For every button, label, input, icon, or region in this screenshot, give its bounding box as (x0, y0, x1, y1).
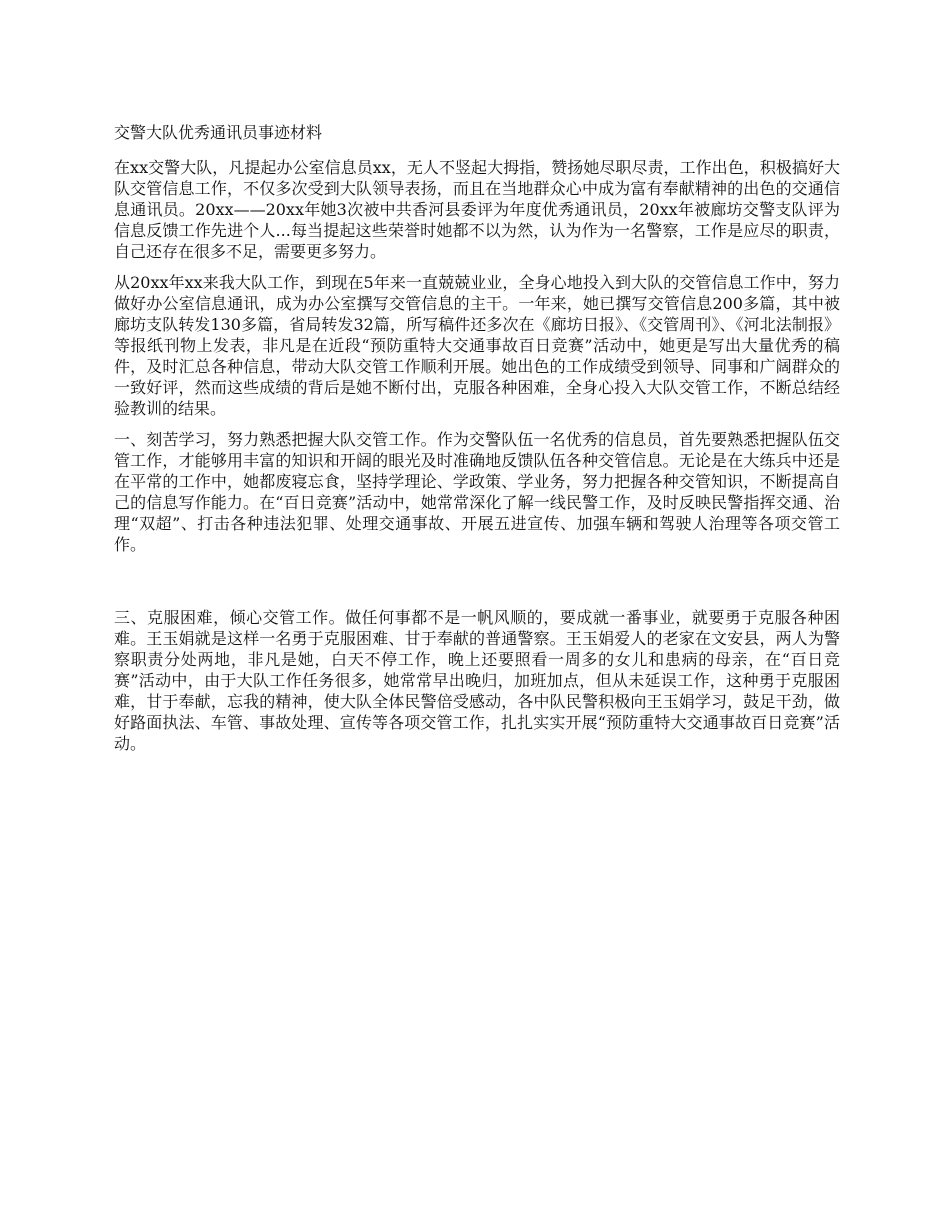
blank-spacer (114, 565, 840, 607)
document-page (114, 122, 840, 764)
paragraph-work-history: 从20xx年xx来我大队工作，到现在5年来一直兢兢业业，全身心地投入到大队的交管信息工作中，努力做好办公室信息通讯，成为办公室撰写交管信息的主干。一年来，她已撰写交管信息200多篇，其中被廊坊支队转发130多篇，省局转发32篇，所写稿件还多次在《廊坊日报》、《交管周刊》、《河北法制报》等报纸刊物上发表，非凡是在近段“预防重特大交通事故百日竞赛”活动中，她更是写出大量优秀的稿件，及时汇总各种信息，带动大队交管工作顺利开展。她出色的工作成绩受到领导、同事和广阔群众的一致好评，然而这些成绩的背后是她不断付出，克服各种困难，全身心投入大队交管工作，不断总结经验教训的结果。 (114, 273, 840, 418)
paragraph-intro: 在xx交警大队，凡提起办公室信息员xx，无人不竖起大拇指，赞扬她尽职尽责，工作出色，积极搞好大队交管信息工作，不仅多次受到大队领导表扬，而且在当地群众心中成为富有奉献精神的出色的交通信息通讯员。20xx——20xx年她3次被中共香河县委评为年度优秀通讯员，20xx年被廊坊交警支队评为信息反馈工作先进个人...每当提起这些荣誉时她都不以为然，认为作为一名警察，工作是应尽的职责，自己还存在很多不足，需要更多努力。 (114, 158, 840, 261)
document-title: 交警大队优秀通讯员事迹材料 (114, 123, 323, 142)
paragraph-section-one: 一、刻苦学习，努力熟悉把握大队交管工作。作为交警队伍一名优秀的信息员，首先要熟悉把握队伍交管工作，才能够用丰富的知识和开阔的眼光及时准确地反馈队伍各种交管信息。无论是在大练兵中还是在平常的工作中，她都废寝忘食，坚持学理论、学政策、学业务，努力把握各种交管知识，不断提高自己的信息写作能力。在“百日竞赛”活动中，她常常深化了解一线民警工作，及时反映民警指挥交通、治理“双超”、打击各种违法犯罪、处理交通事故、开展五进宣传、加强车辆和驾驶人治理等各项交管工作。 (114, 430, 840, 554)
paragraph-section-three: 三、克服困难，倾心交管工作。做任何事都不是一帆风顺的，要成就一番事业，就要勇于克服各种困难。王玉娟就是这样一名勇于克服困难、甘于奉献的普通警察。王玉娟爱人的老家在文安县，两人为警察职责分处两地，非凡是她，白天不停工作，晚上还要照看一周多的女儿和患病的母亲，在“百日竞赛”活动中，由于大队工作任务很多，她常常早出晚归，加班加点，但从未延误工作，这种勇于克服困难，甘于奉献，忘我的精神，使大队全体民警倍受感动，各中队民警积极向王玉娟学习，鼓足干劲，做好路面执法、车管、事故处理、宣传等各项交管工作，扎扎实实开展“预防重特大交通事故百日竞赛”活动。 (114, 608, 840, 753)
